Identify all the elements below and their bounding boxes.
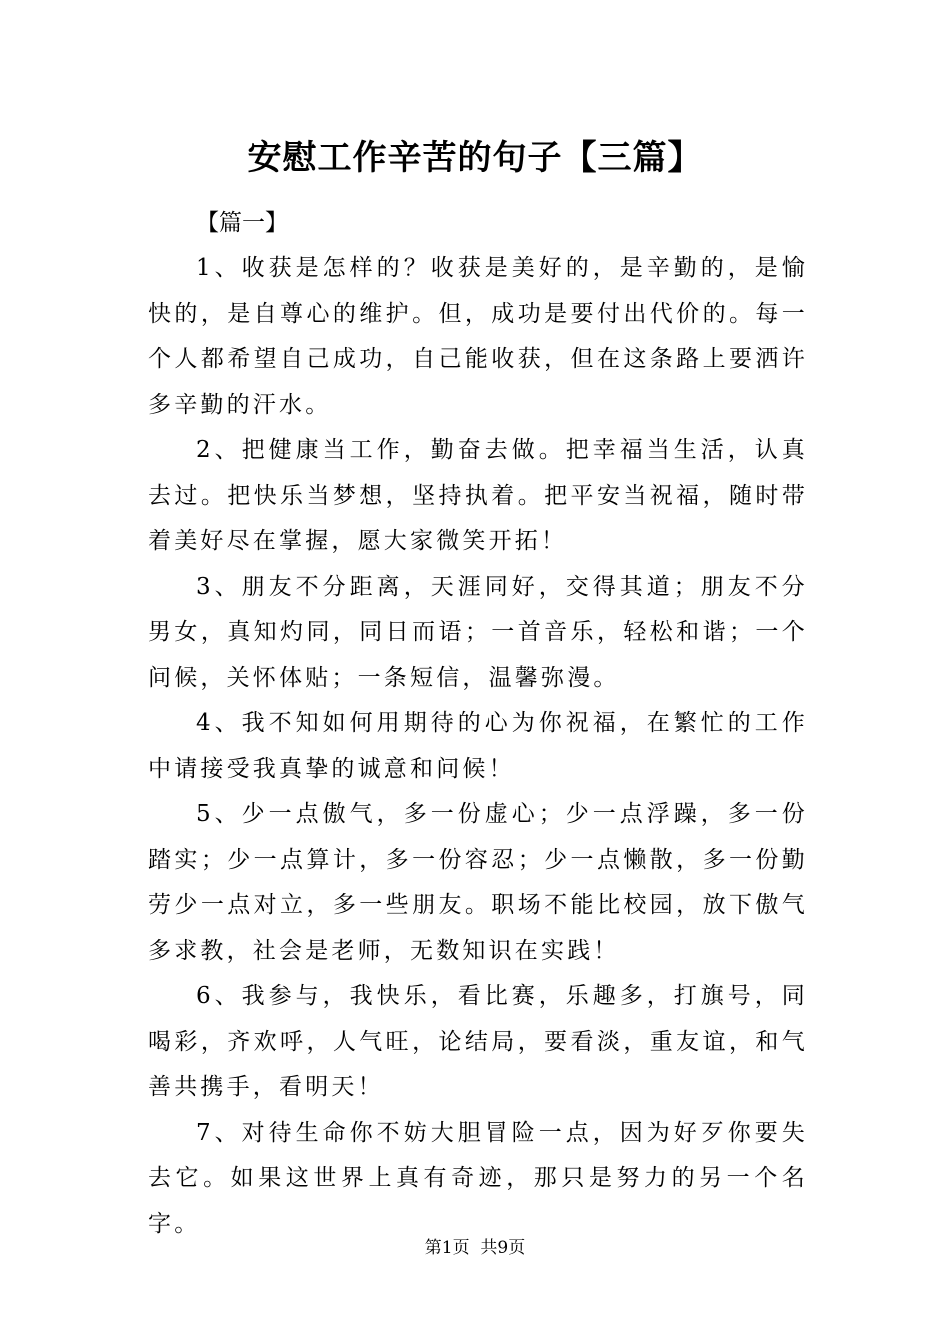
paragraph-1: 1、收获是怎样的？收获是美好的，是辛勤的，是愉快的，是自尊心的维护。但，成功是要付出代价的。每一个人都希望自己成功，自己能收获，但在这条路上要洒许多辛勤的汗水。 [148, 255, 808, 418]
paragraph-4: 4、我不知如何用期待的心为你祝福，在繁忙的工作中请接受我真挚的诚意和问候！ [148, 710, 808, 782]
section-label: 【篇一】 [196, 210, 288, 236]
paragraph-7: 7、对待生命你不妨大胆冒险一点，因为好歹你要失去它。如果这世界上真有奇迹，那只是努力的另一个名字。 [148, 1119, 808, 1237]
document-title: 安慰工作辛苦的句子【三篇】 [247, 138, 703, 178]
page-footer: 第1页 共9页 [424, 1238, 526, 1258]
paragraph-6: 6、我参与，我快乐，看比赛，乐趣多，打旗号，同喝彩，齐欢呼，人气旺，论结局，要看淡，重友谊，和气善共携手，看明天！ [148, 983, 808, 1100]
paragraph-3: 3、朋友不分距离，天涯同好，交得其道；朋友不分男女，真知灼同，同日而语；一首音乐，轻松和谐；一个问候，关怀体贴；一条短信，温馨弥漫。 [148, 573, 808, 691]
paragraph-5: 5、少一点傲气，多一份虚心；少一点浮躁，多一份踏实；少一点算计，多一份容忍；少一点懒散，多一份勤劳少一点对立，多一些朋友。职场不能比校园，放下傲气多求教，社会是老师，无数知识在实践！ [148, 801, 808, 964]
paragraph-2: 2、把健康当工作，勤奋去做。把幸福当生活，认真去过。把快乐当梦想，坚持执着。把平安当祝福，随时带着美好尽在掌握，愿大家微笑开拓！ [148, 437, 808, 554]
document-body [148, 246, 808, 1247]
